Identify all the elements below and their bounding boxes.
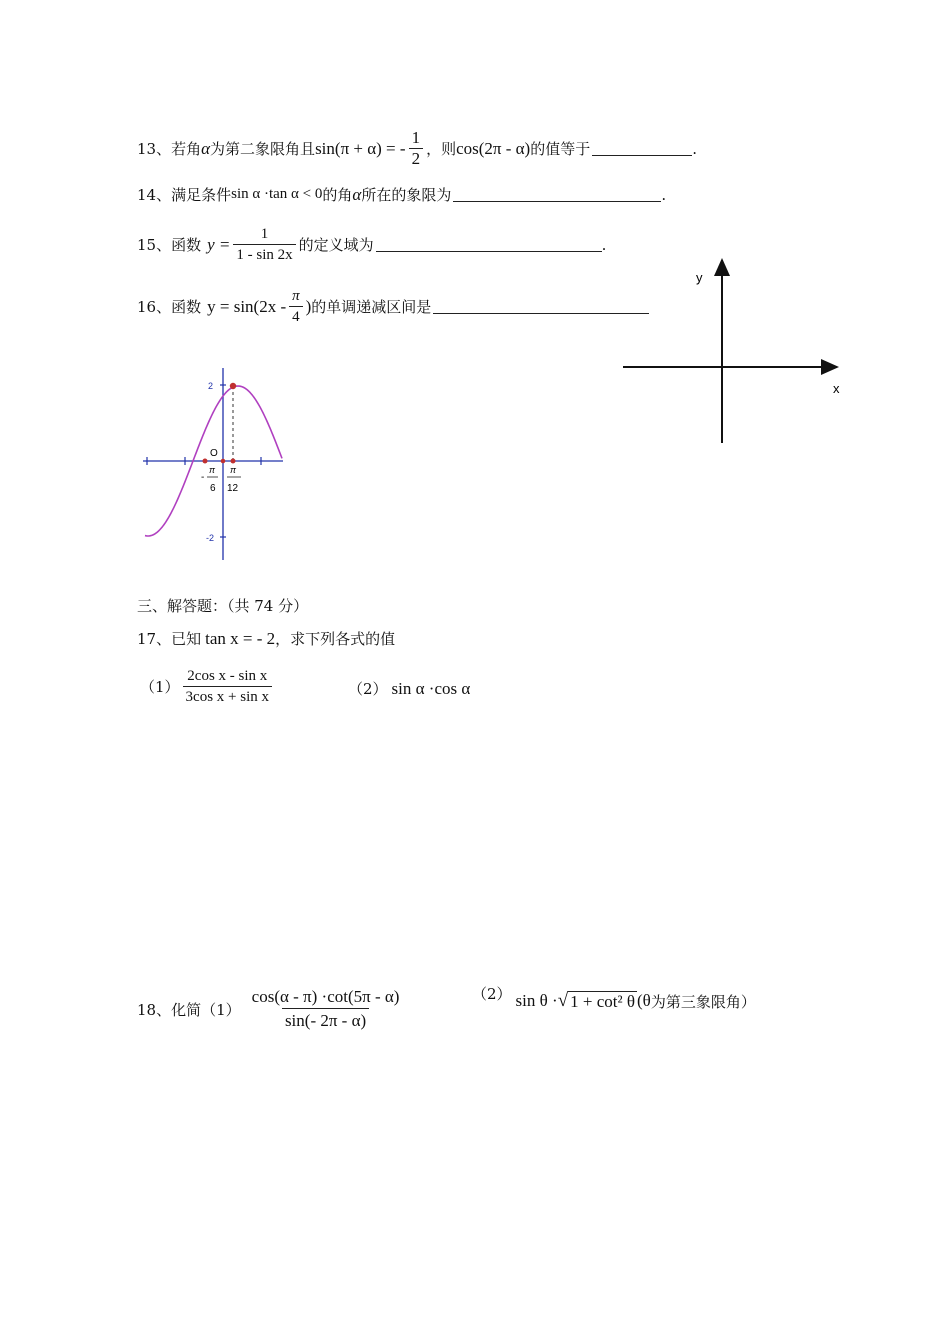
blank-coordinate-axes	[615, 255, 855, 450]
maximum-point	[230, 383, 236, 389]
sqrt-sign: √	[557, 990, 569, 1011]
q15-answer-blank[interactable]	[376, 237, 602, 252]
left-minus: -	[201, 472, 205, 483]
section-3-heading: 三、解答题：（共 74 分）	[137, 597, 309, 615]
right-pi: π	[230, 465, 237, 475]
sine-graph	[140, 365, 290, 565]
q13-cos-expr: cos(2π - α)	[456, 138, 531, 158]
q16-fraction: $\frac{\pi}{4}$	[289, 286, 303, 327]
origin-point	[221, 459, 226, 464]
pi-12-point	[231, 459, 236, 464]
q18-p1-fraction: $\frac{\cos(\alpha - \pi) \cdot\cot(5\pi - \alpha)}{\sin(- 2\pi - \alpha)}$	[249, 986, 403, 1033]
q15-fraction: $\frac{1}{1 - \sin 2x}$	[233, 224, 295, 265]
question-18: 18、 化简 （1） $\frac{\cos(\alpha - \pi) \cdot\cot(5\pi - \alpha)}{\sin(- 2\pi - \alpha)}$	[137, 986, 405, 1033]
q13-answer-blank[interactable]	[592, 141, 692, 156]
question-17-part-1: （1） $\frac{\text{2cos x - sin x}}{\text{3cos x + sin x}}$	[140, 666, 275, 707]
y-axis-label: y	[696, 270, 703, 285]
zero-point	[203, 459, 208, 464]
x-axis-label: x	[833, 381, 840, 396]
origin-label: O	[210, 448, 218, 459]
right-den: 12	[227, 483, 239, 494]
q14-answer-blank[interactable]	[453, 187, 661, 202]
q14-condition: sin α ·tan α < 0	[231, 186, 323, 202]
question-18-part-2: （2） sin θ · √ 1 + cot² θ (θ 为第三象限角）	[472, 984, 756, 1011]
question-17: 17、 已知 tan x = - 2 ，求下列各式的值	[137, 628, 396, 648]
y-tick-2: 2	[208, 381, 214, 391]
question-13: 13、 若角 α 为第二象限角且 sin(π + α) = - $\frac{1}{2}$ ，则 cos(2π - α) 的值等于 .	[137, 128, 698, 168]
question-16: 16、 函数 y = sin(2x - $\frac{\pi}{4}$ ) 的单调递减区间是	[137, 286, 649, 327]
left-pi: π	[209, 465, 216, 475]
question-14: 14、 满足条件 sin α ·tan α < 0 的角 α 所在的象限为 .	[137, 184, 667, 204]
question-17-part-2: （2） sin α ·cos α	[348, 678, 471, 698]
question-15: 15、 函数 y = $\frac{1}{1 - \sin 2x}$ 的定义域为 .	[137, 226, 607, 263]
q13-sin-expr: sin(π + α) = -	[315, 138, 406, 158]
y-tick-neg2: -2	[206, 533, 215, 543]
q13-number: 13、	[137, 140, 172, 158]
left-den: 6	[210, 483, 216, 494]
q17-condition: tan x = - 2	[205, 628, 276, 648]
q13-fraction: $\frac{1}{2}$	[409, 128, 424, 169]
q17-p1-fraction: $\frac{\text{2cos x - sin x}}{\text{3cos x + sin x}}$	[183, 666, 272, 707]
